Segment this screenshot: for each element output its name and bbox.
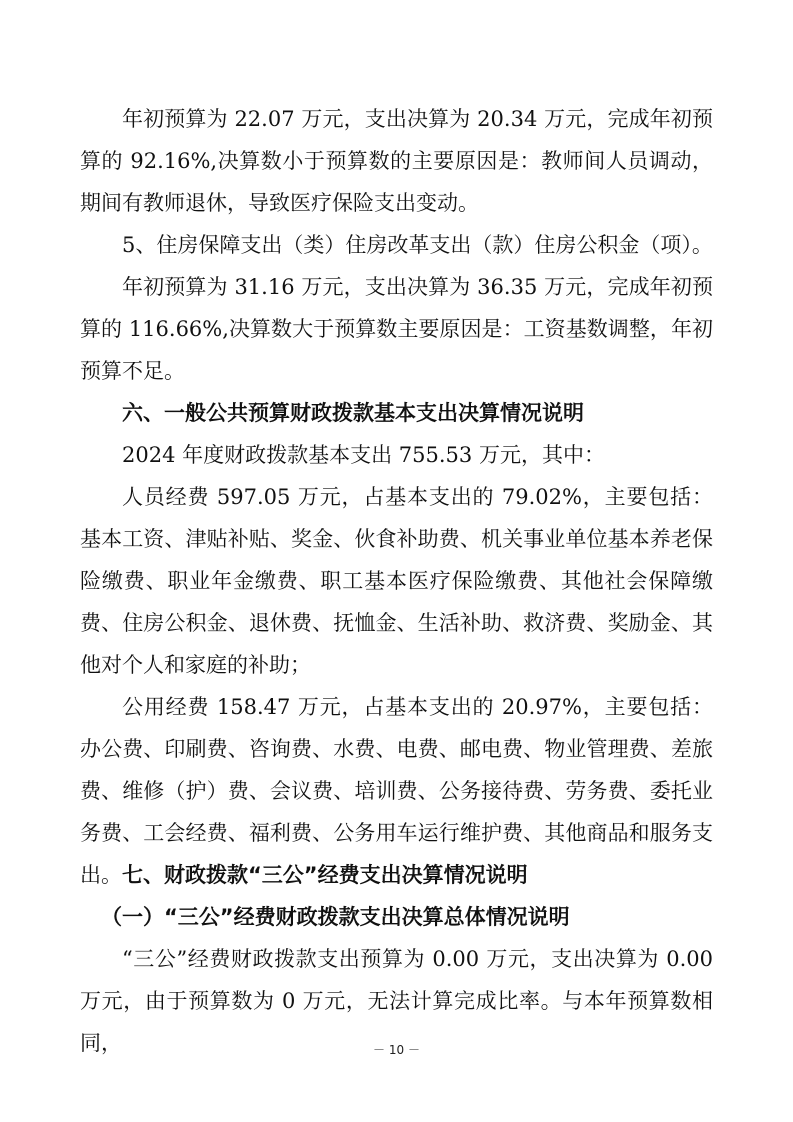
paragraph-basic-expenditure: 2024 年度财政拨款基本支出 755.53 万元，其中：: [122, 443, 605, 467]
section-heading-six: 六、一般公共预算财政拨款基本支出决算情况说明: [122, 401, 584, 425]
paragraph-three-public-summary: “三公”经费财政拨款支出预算为 0.00 万元，支出决算为 0.00 万元，由于预算数为 0 万元，无法计算完成比率。与本年预算数相同，: [80, 947, 713, 1055]
subsection-heading-one: （一）“三公”经费财政拨款支出决算总体情况说明: [101, 905, 570, 929]
page-number: － 10 －: [373, 1043, 420, 1057]
section-heading-seven: 七、财政拨款“三公”经费支出决算情况说明: [122, 863, 528, 887]
paragraph-public-expenses: 公用经费 158.47 万元，占基本支出的 20.97%，主要包括：办公费、印刷费、咨询费、水费、电费、邮电费、物业管理费、差旅费、维修（护）费、会议费、培训费、公务接待费、劳务费、委托业务费、工会经费、福利费、公务用车运行维护费、其他商品和服务支出。: [80, 695, 713, 887]
paragraph-housing-heading: 5、住房保障支出（类）住房改革支出（款）住房公积金（项）。: [122, 233, 713, 257]
paragraph-medical-insurance: 年初预算为 22.07 万元，支出决算为 20.34 万元，完成年初预算的 92.16%,决算数小于预算数的主要原因是：教师间人员调动，期间有教师退休，导致医疗保险支出变动。: [80, 107, 713, 215]
paragraph-housing-fund: 年初预算为 31.16 万元，支出决算为 36.35 万元，完成年初预算的 116.66%,决算数大于预算数主要原因是：工资基数调整，年初预算不足。: [80, 275, 713, 383]
paragraph-personnel-expenses: 人员经费 597.05 万元，占基本支出的 79.02%，主要包括：基本工资、津贴补贴、奖金、伙食补助费、机关事业单位基本养老保险缴费、职业年金缴费、职工基本医疗保险缴费、其他社会保障缴费、住房公积金、退休费、抚恤金、生活补助、救济费、奖励金、其他对个人和家庭的补助；: [80, 485, 713, 677]
